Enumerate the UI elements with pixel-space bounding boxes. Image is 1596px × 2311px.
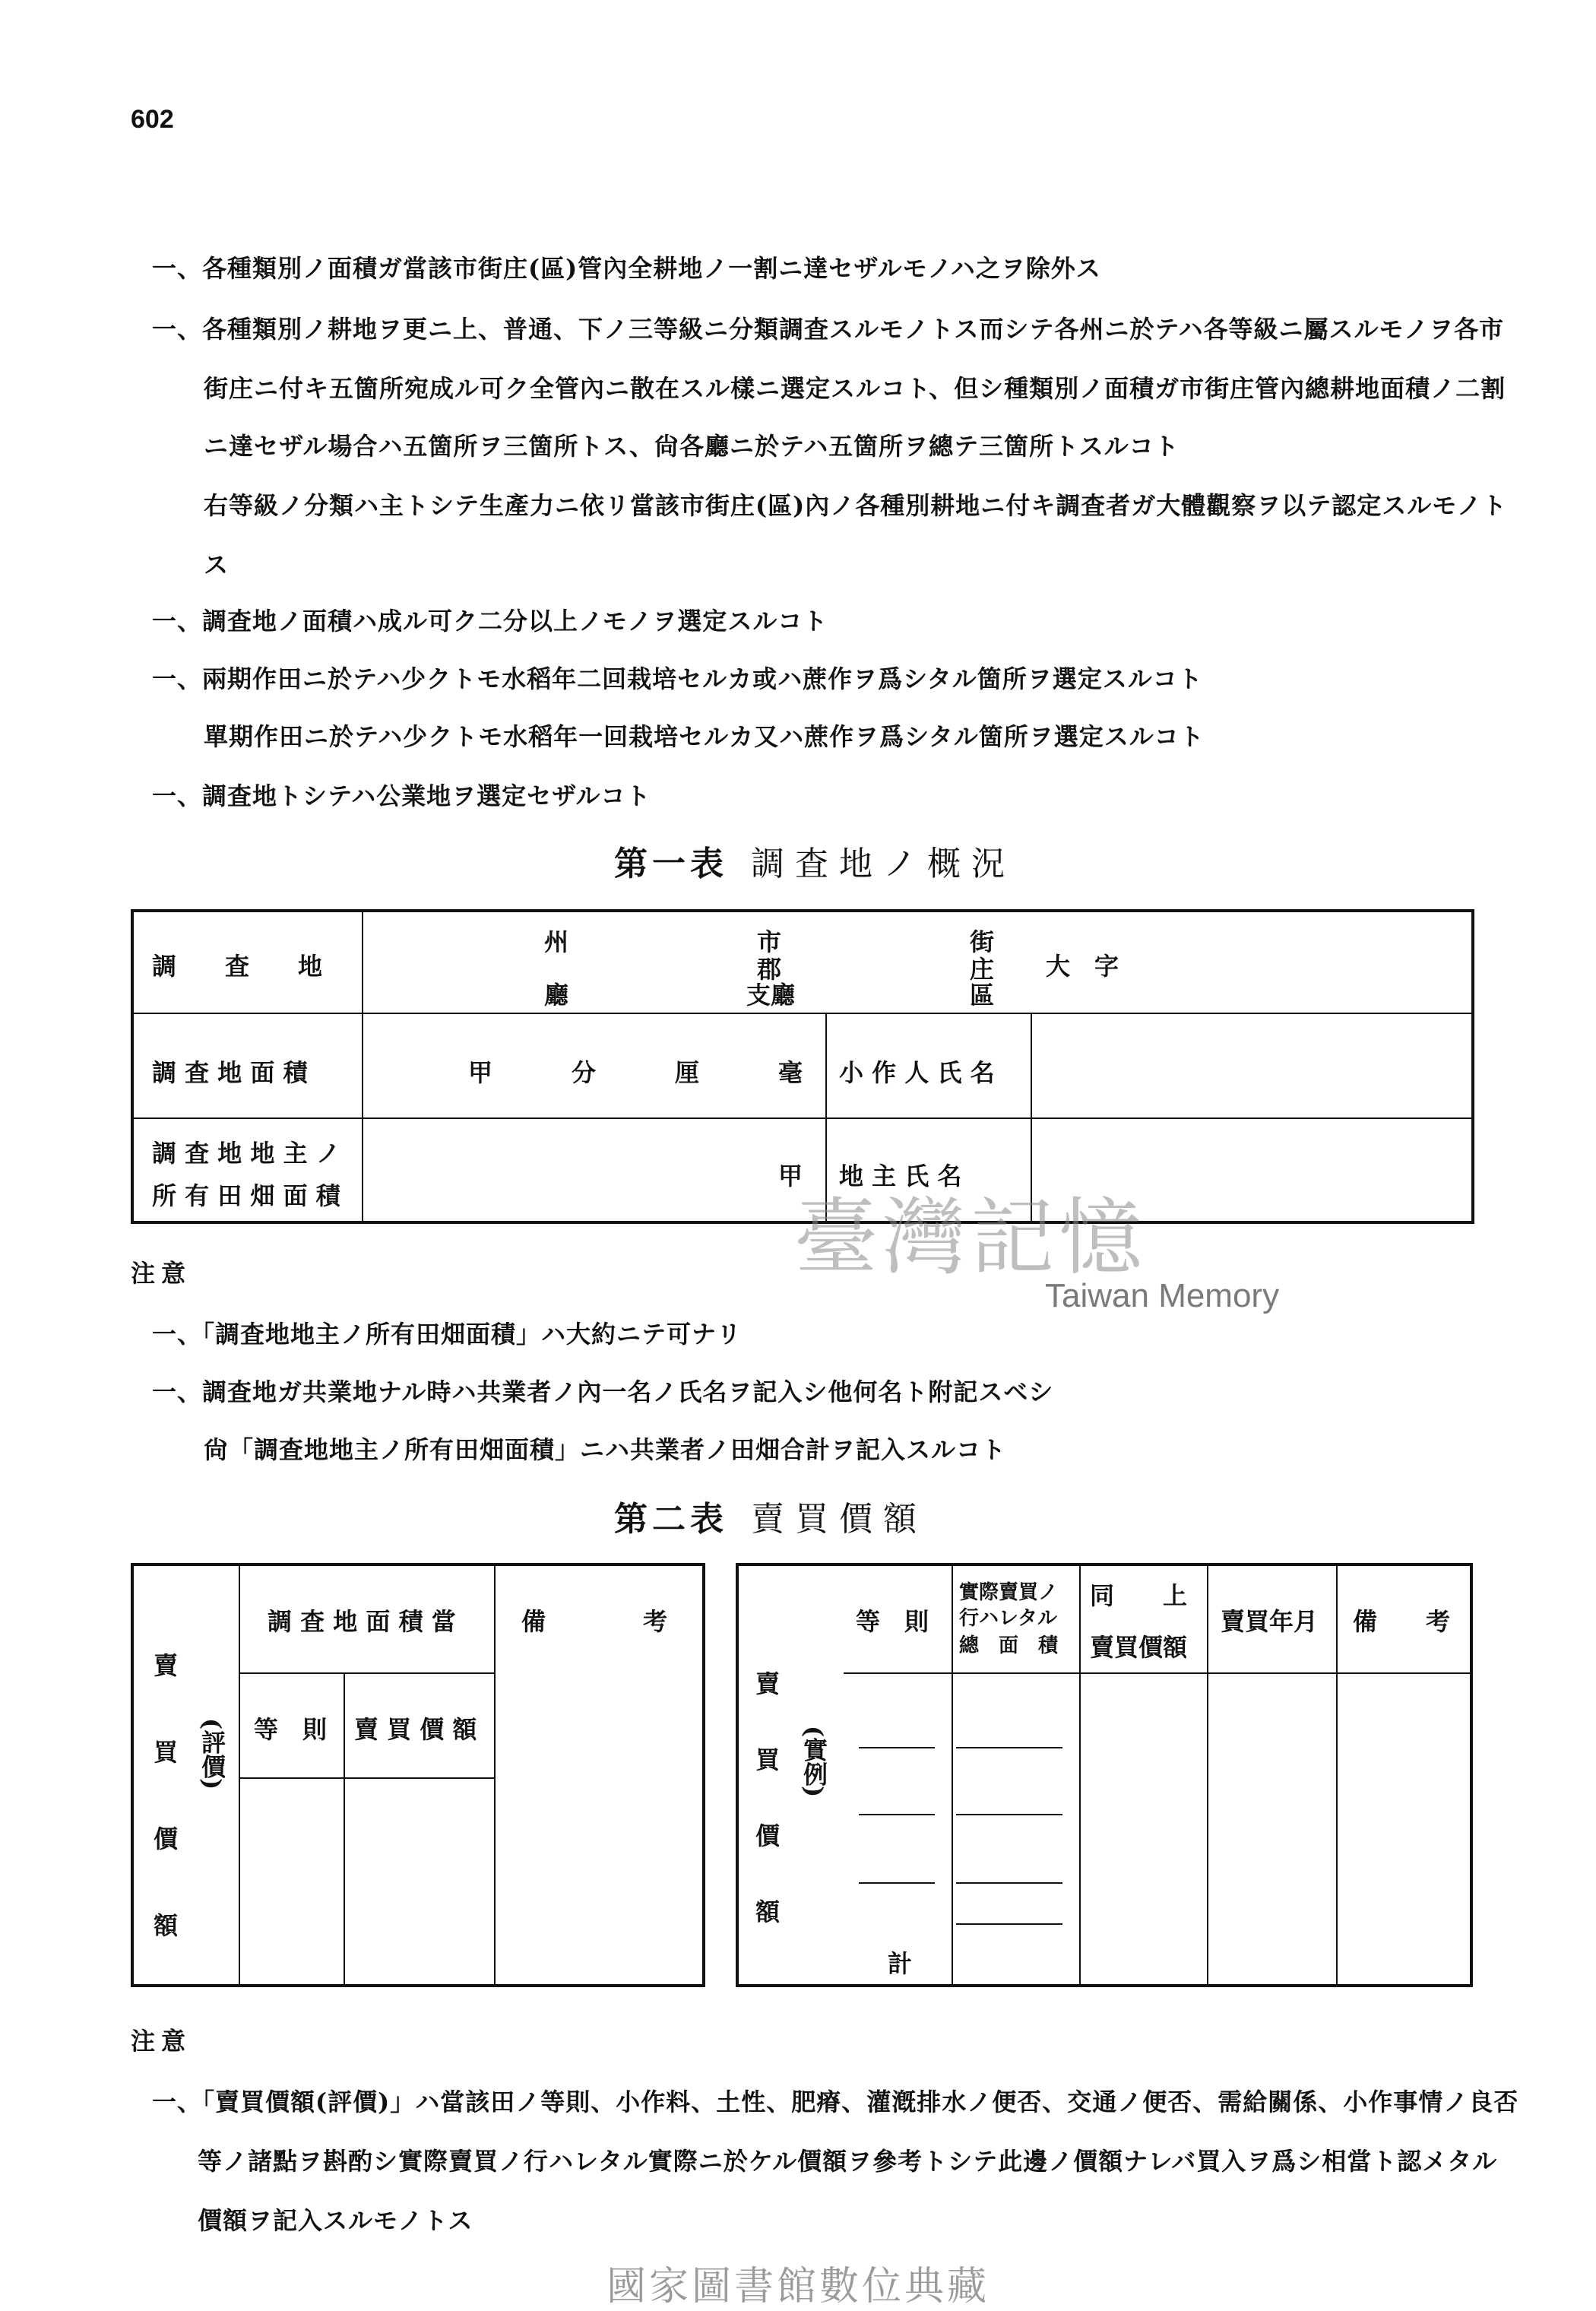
table1-title: 調査地ノ概況 (751, 845, 1015, 883)
note-line: 等ノ諸點ヲ斟酌シ實際賣買ノ行ハレタル實際ニ於ケル價額ヲ參考トシテ此邊ノ價額ナレバ買入ヲ爲シ相當ト認メタル (198, 2147, 1498, 2176)
table2-number: 第二表 (614, 1500, 728, 1539)
fen-unit: 分 (572, 1058, 597, 1087)
left-vertical-1: 賣 (154, 1651, 179, 1680)
right-actual-header-a: 實際賣買ノ (959, 1581, 1059, 1604)
landlord-holding-label-a: 調 査 地 地 主 ノ (152, 1139, 340, 1168)
qu-label: 區 (970, 981, 995, 1010)
zhuang-label: 庄 (970, 955, 995, 984)
left-grade-header: 等 則 (254, 1715, 328, 1744)
ting-label: 廳 (544, 981, 569, 1010)
right-same-header-a: 同 上 (1090, 1581, 1188, 1610)
note-line: 價額ヲ記入スルモノトス (198, 2206, 473, 2235)
left-vertical-4: 額 (154, 1911, 179, 1940)
body-line: 一、各種類別ノ耕地ヲ更ニ上、普通、下ノ三等級ニ分類調査スルモノトス而シテ各州ニ於テハ各等級ニ屬スルモノヲ各市 (152, 315, 1505, 344)
body-line: 街庄ニ付キ五箇所宛成ル可ク全管內ニ散在スル樣ニ選定スルコト、但シ種類別ノ面積ガ市街庄管內總耕地面積ノ二割 (204, 374, 1506, 403)
body-line: ス (204, 550, 230, 579)
body-line: 右等級ノ分類ハ主トシテ生產力ニ依リ當該市街庄(區)內ノ各種別耕地ニ付キ調査者ガ大體觀察ヲ以テ認定スルモノト (204, 491, 1507, 520)
survey-site-label: 調 査 地 (152, 952, 323, 981)
right-paren-label: (實例) (800, 1726, 828, 1798)
body-line: 一、調査地トシテハ公業地ヲ選定セザルコト (152, 781, 651, 810)
jun-label: 郡 (757, 955, 782, 984)
zhiting-label: 支廳 (746, 981, 796, 1010)
body-line: 一、調査地ノ面積ハ成ル可ク二分以上ノモノヲ選定スルコト (152, 607, 828, 636)
left-vertical-3: 價 (154, 1824, 179, 1853)
body-line: 單期作田ニ於テハ少クトモ水稻年一回栽培セルカ又ハ蔗作ヲ爲シタル箇所ヲ選定スルコト (204, 722, 1205, 751)
note-line: 一、「調査地地主ノ所有田畑面積」ハ大約ニテ可ナリ (152, 1320, 743, 1349)
shi-label: 市 (757, 927, 782, 956)
landlord-holding-label-b: 所 有 田 畑 面 積 (152, 1181, 340, 1210)
jie-label: 街 (970, 927, 995, 956)
table2-left (131, 1563, 705, 1987)
watermark-logo: 臺灣記憶 (794, 1189, 1147, 1286)
table2-right (736, 1563, 1473, 1987)
right-total-label: 計 (888, 1949, 913, 1978)
body-line: ニ達セザル場合ハ五箇所ヲ三箇所トス、尙各廳ニ於テハ五箇所ヲ總テ三箇所トスルコト (204, 432, 1180, 461)
note-line: 尙「調査地地主ノ所有田畑面積」ニハ共業者ノ田畑合計ヲ記入スルコト (204, 1435, 1007, 1464)
survey-area-label: 調 査 地 面 積 (152, 1058, 308, 1087)
table1-number: 第一表 (614, 845, 728, 883)
notes2-heading: 注意 (131, 2027, 192, 2056)
landlord-name-label: 地 主 氏 名 (839, 1162, 962, 1190)
archive-footer: 國家圖書館數位典藏 (606, 2264, 990, 2309)
jia-unit: 甲 (468, 1058, 493, 1087)
tenant-name-label: 小 作 人 氏 名 (839, 1058, 995, 1087)
li-unit: 厘 (675, 1058, 700, 1087)
dazi-label: 大 字 (1046, 952, 1119, 981)
note-line: 一、調査地ガ共業地ナル時ハ共業者ノ內一名ノ氏名ヲ記入シ他何名ト附記スベシ (152, 1377, 1054, 1406)
zhou-label: 州 (544, 927, 569, 956)
right-same-header-b: 賣買價額 (1090, 1633, 1188, 1662)
watermark-sub: Taiwan Memory (1045, 1277, 1280, 1314)
left-vertical-2: 買 (154, 1738, 179, 1767)
notes1-heading: 注意 (131, 1259, 192, 1288)
right-actual-header-c: 總 面 積 (959, 1634, 1059, 1657)
hao-unit: 毫 (778, 1058, 803, 1087)
right-date-header: 賣買年月 (1221, 1607, 1319, 1636)
right-vertical-3: 價 (755, 1821, 781, 1850)
right-vertical-2: 買 (755, 1745, 781, 1774)
table2-heading (614, 1492, 927, 1540)
left-price-header: 賣 買 價 額 (354, 1715, 477, 1744)
table2-title: 賣買價額 (751, 1500, 927, 1539)
page-number: 602 (131, 105, 174, 134)
right-actual-header-b: 行ハレタル (959, 1607, 1057, 1630)
body-line: 一、各種類別ノ面積ガ當該市街庄(區)管內全耕地ノ一割ニ達セザルモノハ之ヲ除外ス (152, 254, 1101, 283)
holding-jia-unit: 甲 (778, 1162, 803, 1190)
note-line: 一、「賣買價額(評價)」ハ當該田ノ等則、小作料、土性、肥瘠、灌漑排水ノ便否、交通ノ便否、需給關係、小作事情ノ良否 (152, 2088, 1519, 2116)
left-area-header: 調 査 地 面 積 當 (268, 1607, 456, 1636)
body-line: 一、兩期作田ニ於テハ少クトモ水稻年二回栽培セルカ或ハ蔗作ヲ爲シタル箇所ヲ選定スルコト (152, 664, 1203, 693)
right-remarks-header: 備 考 (1353, 1607, 1451, 1636)
right-vertical-4: 額 (755, 1897, 781, 1926)
right-vertical-1: 賣 (755, 1669, 781, 1698)
left-remarks-header: 備 考 (521, 1607, 668, 1636)
left-paren-label: (評價) (198, 1718, 226, 1790)
table1-heading (614, 836, 1015, 885)
right-grade-header: 等 則 (856, 1607, 929, 1636)
